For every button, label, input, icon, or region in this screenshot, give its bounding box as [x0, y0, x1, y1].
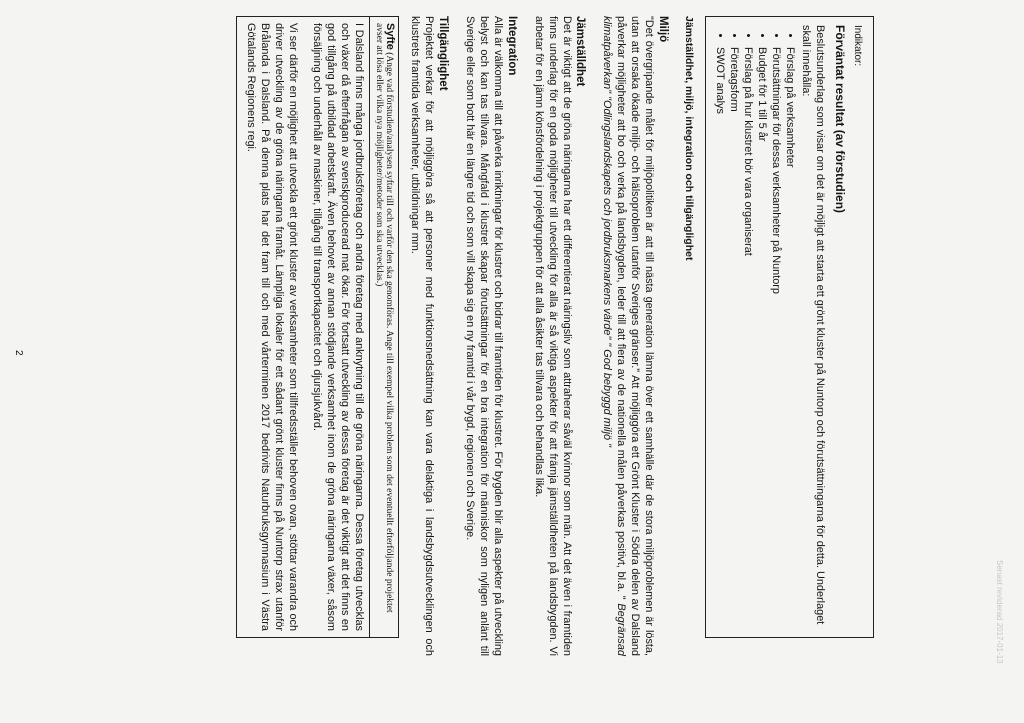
integration-heading: Integration [505, 16, 518, 76]
list-item: • SWOT analys [712, 47, 726, 629]
purpose-label: Syfte [384, 23, 397, 50]
environment-goals: Begränsad klimatpåverkan" "Odlingslandskapets och jordbruksmarkens värde" " God bebyggd miljö " [601, 16, 628, 656]
decision-basis-text: Beslutsunderlag som visar om det är möjligt att starta ett grönt kluster på Nuntorp och förutsättningarna för detta. Underlaget skall innehålla: [799, 25, 826, 625]
list-item: • Förutsättningar för dessa verksamheter på Nuntorp [768, 47, 782, 629]
indicator-label: Indikator: [852, 25, 863, 67]
list-item: • Förslag på verksamheter [782, 47, 796, 629]
purpose-header [369, 17, 399, 637]
equality-text: Det är viktigt att de gröna näringarna har ett differentierat näringsliv som attraherar såväl kvinnor som män. Att det även i framtiden finns underlag för en goda möjligheter till utveckling för alla är så viktiga aspekter för att främja jämställdheten på landsbygden. Vi arbetar för en jämn könsfördelning i projektgruppen för att alla åsikter tas tillvara och behandlas lika. [532, 16, 573, 656]
page-content [236, 16, 874, 656]
list-item: • Budget för 1 till 5 år [754, 47, 768, 629]
environment-text [599, 16, 655, 656]
purpose-body [237, 17, 369, 637]
list-item: • Förslag på hur klustret bör vara organiserat [740, 47, 754, 629]
requirements-list [712, 25, 796, 629]
purpose-paragraph-1: I Dalsland finns många jordbruksföretag och andra företag med anknytning till de gröna näringarna. Dessa företag utvecklas och växer då efterfrågan av svenskproducerad mat ökar. För fortsatt utveckling av dessa företag är det viktigt att det finns en god tillgång på utbildad arbetskraft. Även behovet av annan stödjande verksamhet inom de gröna näringarna växer, såsom försäljning och underhåll av maskiner, tillgång till transportkapacitet och djursjukvård. [310, 23, 365, 631]
accessibility-heading: Tillgänglighet [437, 16, 450, 91]
section-title: Jämställdhet, miljö, integration och tillgänglighet [683, 16, 696, 261]
environment-body: "Det övergripande målet för miljöpolitiken är att till nästa generation lämna över ett samhälle där de stora miljöproblemen är lösta, utan att orsaka ökade miljö- och hälsoproblem utanför Sveriges gränser." Att möjliggöra ett Grönt Kluster i Södra delen av Dalsland påverkar möjligheter att bo och verka på landsbygden, leder till att flera av de nationella målen påverkas positivt, bl.a. " [615, 16, 656, 656]
equality-heading: Jämställdhet [574, 16, 587, 87]
accessibility-text: Projektet verkar för att möjliggöra så att personer med funktionsnedsättning kan vara delaktiga i landsbygdsutvecklingen och klustrets framtida verksamheter, utbildningar mm. [409, 16, 436, 656]
purpose-box [236, 16, 399, 638]
expected-result-title: Förväntat resultat (av förstudien) [833, 25, 848, 214]
revision-stamp: Senast reviderad 2017-01-13 [995, 560, 1004, 664]
list-item: • Företagsform [726, 47, 740, 629]
purpose-instruction: (Ange vad förstudien/analysen syftar till och varför den ska genomföras. Ange till exempel vilka problem som det eventuellt efterföljande projektet avser att lösa eller vilka nya möjligheter/metoder som ska utvecklas.) [373, 23, 395, 613]
environment-heading: Miljö [656, 16, 669, 43]
purpose-paragraph-2: Vi ser därför en möjlighet att utveckla ett grönt kluster av verksamheter som tillfredsställer behoven ovan, stöttar varandra och driver utveckling av de gröna näringarna framåt. Lämpliga lokaler för ett sådant grönt kluster finns på Nuntorp strax utanför Brålanda i Dalsland. På denna plats har det fram till och med vårterminen 2017 bedrivits Naturbruksgymnasium i Västra Götalands Regionens regi. [244, 23, 299, 631]
expected-result-box [705, 16, 874, 638]
integration-text: Alla är välkomna till att påverka inriktningar för klustret och bidrar till framtiden för klustret. För bygden blir alla aspekter på utveckling belyst och kan tas tillvara. Mångfald i klustret skapar förutsättningar för en bra integration för människor som nyligen anlänt till Sverige eller som bott här en längre tid och som vill skapa sig en ny framtid i vår bygd, regionen och Sverige. [464, 16, 504, 656]
page-number: 2 [13, 350, 24, 356]
